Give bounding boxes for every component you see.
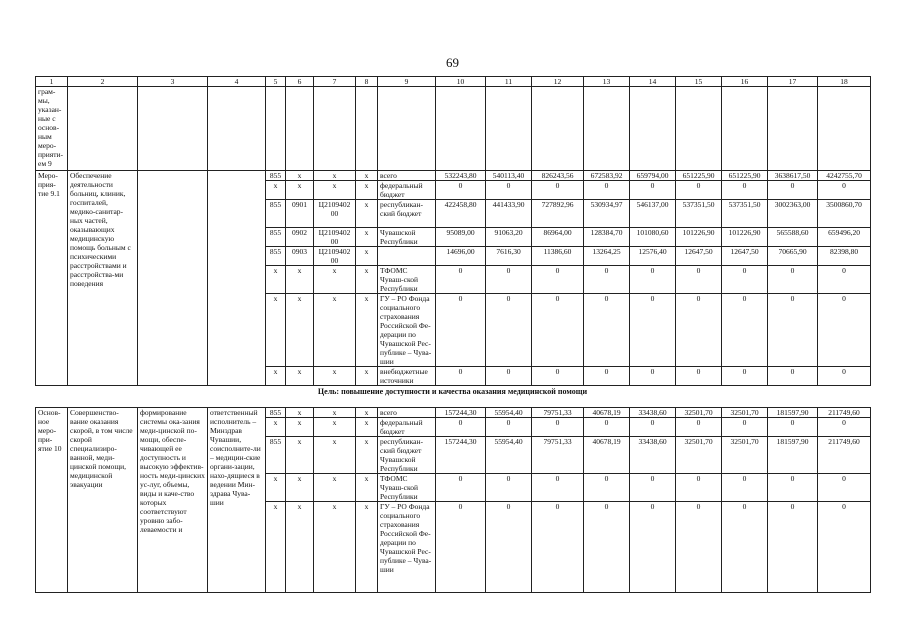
amount-cell: 7616,30	[486, 247, 532, 266]
empty-cell	[584, 87, 630, 171]
expense-type: x	[356, 181, 378, 200]
expense-type: x	[356, 418, 378, 437]
grbs-code: 855	[266, 200, 286, 228]
funding-source: ГУ – РО Фонда социального страхования Российской Фе-дерации по Чувашской Рес-публике – Чува-шии	[378, 294, 436, 367]
header-cell: 17	[768, 77, 818, 87]
amount-cell: 12647,50	[676, 247, 722, 266]
header-cell: 11	[486, 77, 532, 87]
event-description: Совершенство-вание оказания скорой, в том числе скорой специализиро-ванной, меди-цинской помощи, медицинской эвакуации	[68, 408, 138, 593]
amount-cell: 0	[584, 418, 630, 437]
empty-cell	[208, 87, 266, 171]
amount-cell: 32501,70	[722, 437, 768, 474]
empty-cell	[138, 87, 208, 171]
header-cell: 7	[314, 77, 356, 87]
amount-cell: 727892,96	[532, 200, 584, 228]
amount-cell: 101226,90	[676, 228, 722, 247]
header-cell: 16	[722, 77, 768, 87]
amount-cell: 40678,19	[584, 408, 630, 418]
target-code: x	[314, 294, 356, 367]
funding-source	[378, 247, 436, 266]
expense-type: x	[356, 408, 378, 418]
budget-table-bottom	[35, 407, 871, 593]
empty-cell	[722, 87, 768, 171]
amount-cell: 3002363,00	[768, 200, 818, 228]
grbs-code: 855	[266, 408, 286, 418]
table-row	[36, 87, 871, 171]
amount-cell: 70665,90	[768, 247, 818, 266]
continuation-cell: грам-мы, указан-ные с основ-ным меро-прияти-ем 9	[36, 87, 68, 171]
amount-cell: 0	[584, 266, 630, 294]
empty-cell	[356, 87, 378, 171]
header-cell: 5	[266, 77, 286, 87]
funding-source: всего	[378, 171, 436, 181]
event-description: Обеспечение деятельности больниц, клиник, госпиталей, медико-санитар-ных частей, оказывающих медицинскую помощь больным с психическими расстройствами и расстройства-ми поведения	[68, 171, 138, 386]
funding-source: внебюджетные источники	[378, 367, 436, 386]
amount-cell: 181597,90	[768, 408, 818, 418]
amount-cell: 0	[768, 266, 818, 294]
amount-cell: 0	[630, 266, 676, 294]
amount-cell: 79751,33	[532, 408, 584, 418]
grbs-code: x	[266, 418, 286, 437]
header-cell: 13	[584, 77, 630, 87]
header-cell: 8	[356, 77, 378, 87]
target-code: x	[314, 474, 356, 502]
amount-cell: 651225,90	[676, 171, 722, 181]
amount-cell: 0	[676, 266, 722, 294]
amount-cell: 0	[532, 474, 584, 502]
section-code: x	[286, 437, 314, 474]
amount-cell: 651225,90	[722, 171, 768, 181]
funding-source: ТФОМС Чуваш-ской Республики	[378, 266, 436, 294]
expense-type: x	[356, 228, 378, 247]
section-code: x	[286, 474, 314, 502]
amount-cell: 181597,90	[768, 437, 818, 474]
grbs-code: x	[266, 294, 286, 367]
amount-cell: 0	[436, 266, 486, 294]
amount-cell: 0	[532, 294, 584, 367]
amount-cell: 537351,50	[722, 200, 768, 228]
empty-cell	[266, 87, 286, 171]
amount-cell: 0	[436, 294, 486, 367]
amount-cell: 0	[436, 474, 486, 502]
amount-cell: 0	[722, 367, 768, 386]
grbs-code: 855	[266, 437, 286, 474]
grbs-code: 855	[266, 228, 286, 247]
empty-cell	[378, 87, 436, 171]
amount-cell: 532243,80	[436, 171, 486, 181]
grbs-code: x	[266, 367, 286, 386]
header-row	[36, 77, 871, 87]
amount-cell: 659794,00	[630, 171, 676, 181]
expense-type: x	[356, 367, 378, 386]
amount-cell: 0	[630, 181, 676, 200]
amount-cell: 0	[630, 474, 676, 502]
amount-cell: 422458,80	[436, 200, 486, 228]
budget-table-top	[35, 76, 871, 386]
amount-cell: 86964,00	[532, 228, 584, 247]
event-code: Меро-прия-тие 9.1	[36, 171, 68, 386]
header-cell: 18	[818, 77, 871, 87]
amount-cell: 0	[722, 502, 768, 593]
target-code: x	[314, 418, 356, 437]
funding-source: Чувашской Республики	[378, 228, 436, 247]
amount-cell: 14696,00	[436, 247, 486, 266]
amount-cell: 0	[722, 266, 768, 294]
amount-cell: 0	[630, 294, 676, 367]
funding-source: всего	[378, 408, 436, 418]
funding-source: ТФОМС Чуваш-ской Республики	[378, 474, 436, 502]
header-cell: 2	[68, 77, 138, 87]
amount-cell: 0	[532, 181, 584, 200]
grbs-code: 855	[266, 171, 286, 181]
amount-cell: 0	[676, 502, 722, 593]
amount-cell: 0	[532, 367, 584, 386]
amount-cell: 0	[676, 418, 722, 437]
amount-cell: 0	[818, 474, 871, 502]
target-code: Ц2109402 00	[314, 200, 356, 228]
empty-cell	[818, 87, 871, 171]
funding-source: федеральный бюджет	[378, 181, 436, 200]
amount-cell: 91063,20	[486, 228, 532, 247]
expense-type: x	[356, 474, 378, 502]
amount-cell: 0	[436, 181, 486, 200]
amount-cell: 0	[768, 367, 818, 386]
target-code: Ц2109402 00	[314, 247, 356, 266]
expense-type: x	[356, 247, 378, 266]
amount-cell: 0	[532, 418, 584, 437]
amount-cell: 0	[722, 474, 768, 502]
amount-cell: 55954,40	[486, 437, 532, 474]
amount-cell: 0	[768, 181, 818, 200]
amount-cell: 0	[722, 418, 768, 437]
grbs-code: x	[266, 474, 286, 502]
amount-cell: 0	[436, 367, 486, 386]
table-row	[36, 408, 871, 418]
amount-cell: 0	[768, 502, 818, 593]
amount-cell: 0	[486, 294, 532, 367]
amount-cell: 441433,90	[486, 200, 532, 228]
amount-cell: 0	[722, 181, 768, 200]
amount-cell: 537351,50	[676, 200, 722, 228]
header-cell: 1	[36, 77, 68, 87]
empty-cell	[436, 87, 486, 171]
target-code: x	[314, 502, 356, 593]
page-number: 69	[446, 55, 459, 70]
header-cell: 14	[630, 77, 676, 87]
target-code: Ц2109402 00	[314, 228, 356, 247]
empty-cell	[532, 87, 584, 171]
amount-cell: 565588,60	[768, 228, 818, 247]
amount-cell: 13264,25	[584, 247, 630, 266]
amount-cell: 0	[818, 418, 871, 437]
amount-cell: 659496,20	[818, 228, 871, 247]
section-code: x	[286, 266, 314, 294]
amount-cell: 55954,40	[486, 408, 532, 418]
header-cell: 15	[676, 77, 722, 87]
amount-cell: 0	[486, 266, 532, 294]
amount-cell: 79751,33	[532, 437, 584, 474]
amount-cell: 32501,70	[722, 408, 768, 418]
amount-cell: 101226,90	[722, 228, 768, 247]
amount-cell: 95089,00	[436, 228, 486, 247]
section-code: x	[286, 367, 314, 386]
amount-cell: 0	[584, 294, 630, 367]
amount-cell: 211749,60	[818, 408, 871, 418]
amount-cell: 0	[486, 474, 532, 502]
amount-cell: 0	[486, 502, 532, 593]
header-cell: 12	[532, 77, 584, 87]
amount-cell: 0	[818, 294, 871, 367]
amount-cell: 32501,70	[676, 437, 722, 474]
section-code: x	[286, 171, 314, 181]
amount-cell: 530934,97	[584, 200, 630, 228]
section-code: x	[286, 181, 314, 200]
header-cell: 9	[378, 77, 436, 87]
amount-cell: 0	[584, 474, 630, 502]
amount-cell: 0	[722, 294, 768, 367]
target-code: x	[314, 266, 356, 294]
amount-cell: 82398,80	[818, 247, 871, 266]
amount-cell: 3500860,70	[818, 200, 871, 228]
amount-cell: 0	[486, 418, 532, 437]
expense-type: x	[356, 502, 378, 593]
event-code: Основ-ное меро-при-ятие 10	[36, 408, 68, 593]
amount-cell: 0	[630, 418, 676, 437]
empty-cell	[208, 171, 266, 386]
empty-cell	[138, 171, 208, 386]
funding-source: ГУ – РО Фонда социального страхования Российской Фе-дерации по Чувашской Рес-публике – Чува-шии	[378, 502, 436, 593]
header-cell: 10	[436, 77, 486, 87]
amount-cell: 157244,30	[436, 437, 486, 474]
amount-cell: 0	[584, 181, 630, 200]
amount-cell: 0	[532, 266, 584, 294]
amount-cell: 0	[676, 474, 722, 502]
amount-cell: 0	[768, 294, 818, 367]
target-code: x	[314, 171, 356, 181]
responsible-executor: ответственный исполнитель – Минздрав Чувашии, соисполните-ли – медицин-ские органи-зации, нахо-дящиеся в ведении Мин-здрава Чува-шии	[208, 408, 266, 593]
amount-cell: 540113,40	[486, 171, 532, 181]
target-code: x	[314, 437, 356, 474]
amount-cell: 32501,70	[676, 408, 722, 418]
grbs-code: x	[266, 266, 286, 294]
amount-cell: 0	[818, 502, 871, 593]
table-row	[36, 171, 871, 181]
amount-cell: 0	[676, 181, 722, 200]
target-code: x	[314, 367, 356, 386]
amount-cell: 0	[630, 367, 676, 386]
amount-cell: 0	[436, 502, 486, 593]
expense-type: x	[356, 266, 378, 294]
section-code: x	[286, 418, 314, 437]
amount-cell: 0	[818, 367, 871, 386]
funding-source: республикан-ский бюджет Чувашской Республики	[378, 437, 436, 474]
expense-type: x	[356, 200, 378, 228]
empty-cell	[676, 87, 722, 171]
section-code: 0903	[286, 247, 314, 266]
amount-cell: 12576,40	[630, 247, 676, 266]
header-cell: 4	[208, 77, 266, 87]
section-code: x	[286, 408, 314, 418]
amount-cell: 211749,60	[818, 437, 871, 474]
empty-cell	[68, 87, 138, 171]
amount-cell: 0	[486, 181, 532, 200]
amount-cell: 0	[818, 266, 871, 294]
amount-cell: 0	[436, 418, 486, 437]
amount-cell: 0	[768, 474, 818, 502]
amount-cell: 0	[584, 367, 630, 386]
expense-type: x	[356, 294, 378, 367]
amount-cell: 0	[486, 367, 532, 386]
grbs-code: x	[266, 181, 286, 200]
amount-cell: 826243,56	[532, 171, 584, 181]
expense-type: x	[356, 171, 378, 181]
amount-cell: 0	[532, 502, 584, 593]
empty-cell	[314, 87, 356, 171]
amount-cell: 33438,60	[630, 437, 676, 474]
amount-cell: 3638617,50	[768, 171, 818, 181]
amount-cell: 33438,60	[630, 408, 676, 418]
amount-cell: 546137,00	[630, 200, 676, 228]
grbs-code: x	[266, 502, 286, 593]
amount-cell: 11386,60	[532, 247, 584, 266]
expense-type: x	[356, 437, 378, 474]
amount-cell: 40678,19	[584, 437, 630, 474]
header-cell: 6	[286, 77, 314, 87]
amount-cell: 128384,70	[584, 228, 630, 247]
amount-cell: 4242755,70	[818, 171, 871, 181]
expected-result: формирование системы ока-зания меди-цинской по-мощи, обеспе-чивающей ее доступность и высокую эффектив-ность меди-цинских ус-луг, объемы, виды и каче-ство которых соответствуют уровню забо-леваемости и	[138, 408, 208, 593]
section-code: x	[286, 294, 314, 367]
funding-source: республикан-ский бюджет	[378, 200, 436, 228]
amount-cell: 12647,50	[722, 247, 768, 266]
target-code: x	[314, 181, 356, 200]
empty-cell	[630, 87, 676, 171]
empty-cell	[286, 87, 314, 171]
grbs-code: 855	[266, 247, 286, 266]
amount-cell: 0	[818, 181, 871, 200]
amount-cell: 672583,92	[584, 171, 630, 181]
funding-source: федеральный бюджет	[378, 418, 436, 437]
amount-cell: 0	[584, 502, 630, 593]
amount-cell: 101080,60	[630, 228, 676, 247]
section-code: 0901	[286, 200, 314, 228]
section-code: x	[286, 502, 314, 593]
empty-cell	[486, 87, 532, 171]
goal-heading: Цель: повышение доступности и качества оказания медицинской помощи	[317, 387, 588, 396]
amount-cell: 0	[630, 502, 676, 593]
empty-cell	[768, 87, 818, 171]
header-cell: 3	[138, 77, 208, 87]
amount-cell: 157244,30	[436, 408, 486, 418]
target-code: x	[314, 408, 356, 418]
amount-cell: 0	[676, 367, 722, 386]
amount-cell: 0	[768, 418, 818, 437]
amount-cell: 0	[676, 294, 722, 367]
section-code: 0902	[286, 228, 314, 247]
